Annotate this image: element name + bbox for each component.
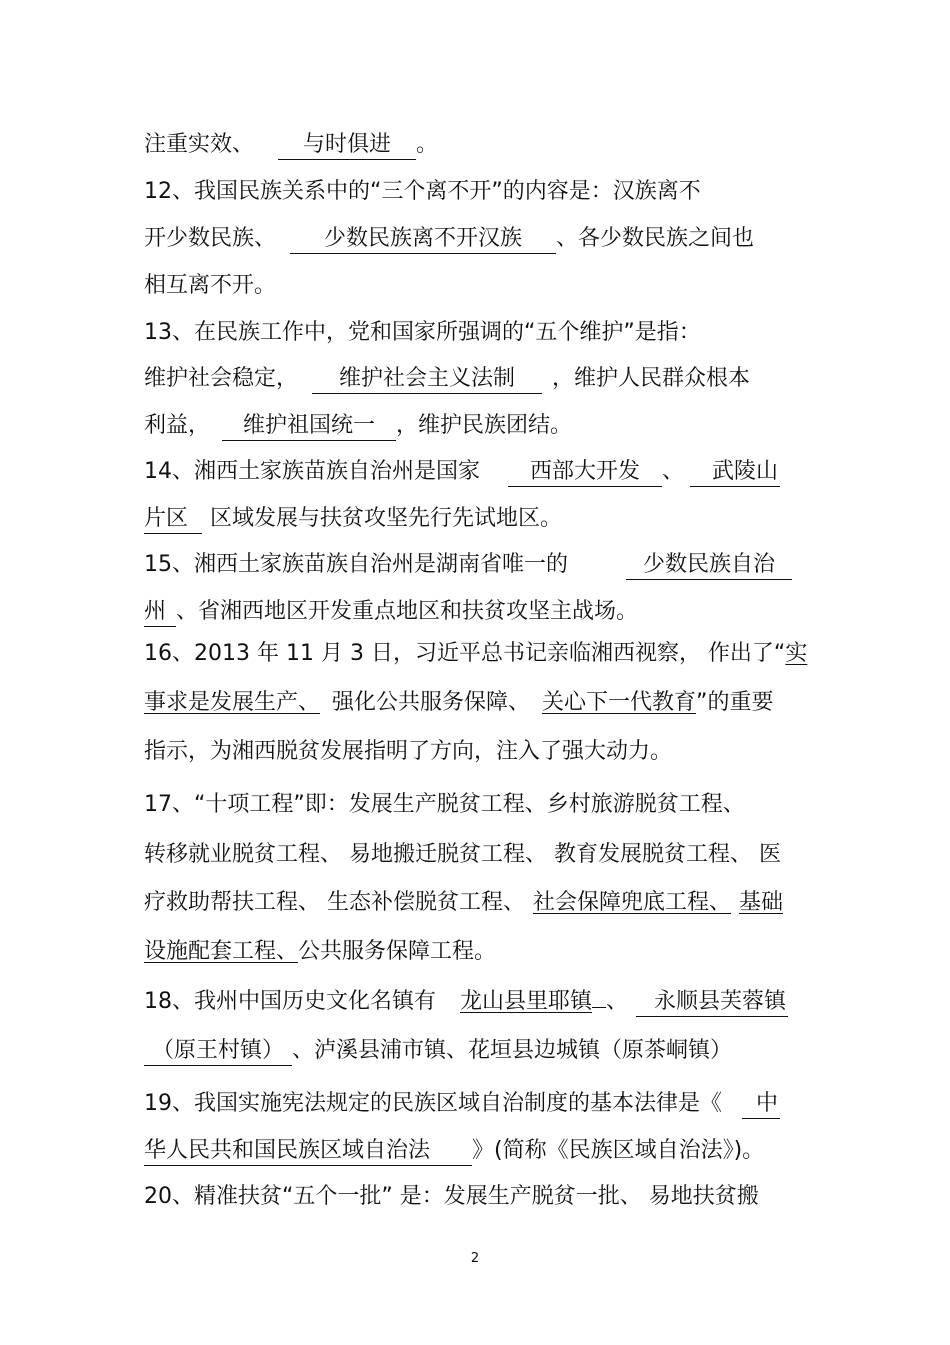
answer-blank: 州 — [144, 598, 176, 627]
question-17-line-4 — [144, 937, 814, 967]
text-run: 注重实效、 — [144, 132, 255, 157]
underlined-answer: 社会保障兜底工程、 — [533, 890, 732, 915]
text-run: 19、我国实施宪法规定的民族区域自治制度的基本法律是《 — [144, 1091, 722, 1116]
underlined-answer: 关心下一代教育 — [542, 690, 697, 715]
text-line — [144, 130, 814, 160]
question-17-line-2 — [144, 840, 814, 870]
text-run: 、 — [662, 459, 685, 484]
answer-blank: 少数民族离不开汉族 — [290, 225, 556, 254]
text-run: 利益， — [144, 413, 211, 438]
question-14-line-2 — [144, 504, 814, 534]
text-run: 18、我州中国历史文化名镇有 — [144, 989, 436, 1014]
answer-blank: 与时俱进 — [278, 131, 416, 160]
question-12-line-2 — [144, 224, 814, 254]
question-16-line-2 — [144, 688, 814, 718]
text-run: ，维护民族团结。 — [396, 413, 573, 438]
question-13-line-3 — [144, 411, 814, 441]
text-run: 公共服务保障工程。 — [298, 939, 497, 964]
underlined-answer: 龙山县里耶镇 — [460, 989, 593, 1014]
text-run: 疗救助帮扶工程、 生态补偿脱贫工程、 — [144, 890, 525, 915]
text-run: 转移就业脱贫工程、 易地搬迁脱贫工程、 教育发展脱贫工程、 医 — [144, 842, 781, 867]
text-run: 12、我国民族关系中的“三个离不开”的内容是：汉族离不 — [144, 179, 701, 204]
question-20-line-1 — [144, 1182, 814, 1212]
underlined-answer: 设施配套工程、 — [144, 939, 299, 964]
text-run: ”的重要 — [696, 690, 774, 715]
text-run: 13、在民族工作中，党和国家所强调的“五个维护”是指： — [144, 320, 701, 345]
text-run: 开少数民族、 — [144, 226, 277, 251]
underlined-answer: 基础 — [739, 890, 784, 915]
question-14-line-1 — [144, 457, 814, 487]
answer-blank: 少数民族自治 — [626, 551, 792, 580]
answer-blank: 维护祖国统一 — [222, 412, 396, 441]
text-run: 指示，为湘西脱贫发展指明了方向，注入了强大动力。 — [144, 739, 673, 764]
question-12-line-3 — [144, 271, 814, 301]
question-17-line-3 — [144, 888, 814, 918]
question-18-line-2 — [144, 1036, 814, 1066]
question-16-line-1 — [144, 639, 814, 669]
text-run: 、泸溪县浦市镇、花垣县边城镇（原茶峒镇） — [292, 1038, 733, 1063]
text-run: 。 — [416, 132, 439, 157]
text-run: 相互离不开。 — [144, 273, 277, 298]
answer-blank: 永顺县芙蓉镇 — [636, 988, 788, 1017]
text-run: 16、2013 年 11 月 3 日，习近平总书记亲临湘西视察， 作出了“ — [144, 641, 786, 666]
question-19-line-1 — [144, 1089, 814, 1119]
text-run: 17、“十项工程”即：发展生产脱贫工程、乡村旅游脱贫工程、 — [144, 792, 745, 817]
question-17-line-1 — [144, 790, 814, 820]
question-13-line-1 — [144, 318, 814, 348]
underlined-answer: 实 — [785, 641, 808, 666]
text-run: 维护社会稳定， — [144, 366, 299, 391]
text-run: 15、湘西土家族苗族自治州是湖南省唯一的 — [144, 552, 568, 577]
text-run: 、 — [606, 989, 629, 1014]
answer-blank: （原王村镇） — [144, 1037, 292, 1066]
text-run: ，维护人民群众根本 — [552, 366, 751, 391]
question-13-line-2 — [144, 364, 814, 394]
question-15-line-2 — [144, 597, 814, 627]
question-12-line-1 — [144, 177, 814, 207]
answer-blank: 中 — [742, 1090, 780, 1119]
text-run: 20、精准扶贫“五个一批” 是：发展生产脱贫一批、 易地扶贫搬 — [144, 1184, 759, 1209]
question-18-line-1 — [144, 987, 814, 1017]
answer-blank: 华人民共和国民族区域自治法 — [144, 1137, 472, 1166]
answer-blank: 武陵山 — [690, 458, 780, 487]
text-run: 、省湘西地区开发重点地区和扶贫攻坚主战场。 — [176, 599, 639, 624]
underlined-answer: 事求是发展生产、 — [144, 690, 321, 715]
question-19-line-2 — [144, 1136, 814, 1166]
text-run: 区域发展与扶贫攻坚先行先试地区。 — [210, 506, 563, 531]
answer-blank: 维护社会主义法制 — [312, 365, 542, 394]
answer-blank: 西部大开发 — [508, 458, 662, 487]
answer-blank: 片区 — [144, 505, 202, 534]
text-run: 14、湘西土家族苗族自治州是国家 — [144, 459, 480, 484]
question-16-line-3 — [144, 737, 814, 767]
text-run: 》(简称《民族区域自治法》)。 — [472, 1138, 765, 1163]
text-run: 强化公共服务保障、 — [332, 690, 531, 715]
page-number: 2 — [470, 1251, 480, 1266]
question-15-line-1 — [144, 550, 814, 580]
text-run: 、各少数民族之间也 — [556, 226, 755, 251]
